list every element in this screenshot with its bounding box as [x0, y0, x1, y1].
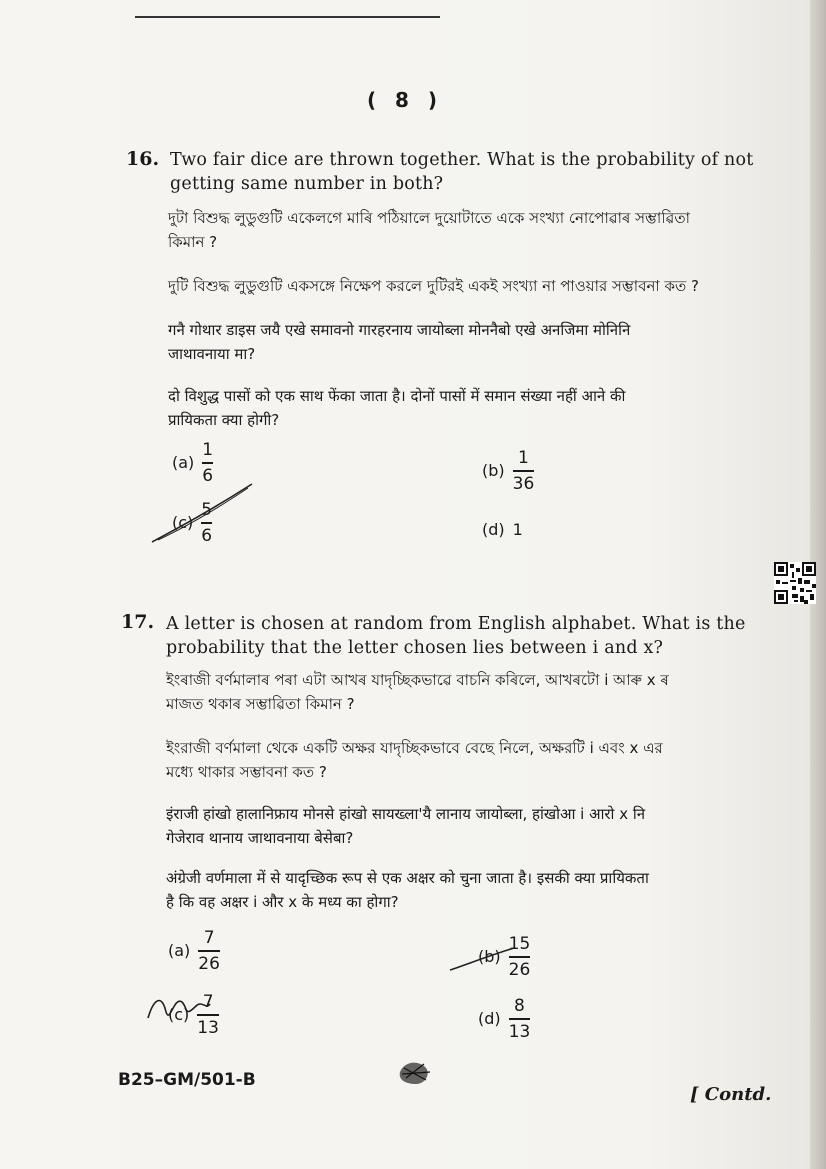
- continued-label: [ Contd.: [690, 1084, 772, 1105]
- translation-line: प्रायिकता क्या होगी?: [168, 411, 280, 429]
- pen-strike-mark: [148, 478, 258, 548]
- translation-line: কিমান ?: [168, 233, 218, 251]
- option-label: (c): [168, 1005, 190, 1025]
- denominator: 26: [508, 959, 531, 980]
- numerator: 1: [202, 440, 214, 460]
- numerator: 8: [514, 996, 525, 1016]
- translation-bengali: [168, 274, 699, 298]
- numerator: 7: [203, 928, 215, 948]
- option-fraction: [198, 928, 220, 974]
- question-line: probability that the letter chosen lies between i and x?: [166, 638, 664, 658]
- translation-bengali: [166, 736, 663, 784]
- fraction-bar: [513, 470, 535, 472]
- translation-bodo: [166, 802, 645, 850]
- option-a: [168, 928, 220, 974]
- fraction-bar: [509, 1018, 531, 1020]
- fraction-bar: [202, 462, 213, 464]
- question-number: 16.: [126, 148, 160, 170]
- translation-line: इंराजी हांखो हालानिफ्राय मोनसे हांखो सायख्ला'यै लानाय जायोब्ला, हांखोआ i आरो x नि: [166, 805, 646, 823]
- translation-line: दो विशुद्ध पासों को एक साथ फेंका जाता है। दोनों पासों में समान संख्या नहीं आने की: [168, 387, 626, 405]
- option-label: (d): [482, 520, 505, 539]
- question-line: A letter is chosen at random from English alphabet. What is the: [166, 614, 746, 634]
- question-line: Two fair dice are thrown together. What is the probability of not: [170, 150, 754, 170]
- option-fraction: [513, 448, 535, 494]
- translation-line: जाथावनाया मा?: [168, 345, 256, 363]
- translation-line: মাজত থকাৰ সম্ভাৱিতা কিমান ?: [166, 695, 355, 713]
- option-label: (b): [478, 947, 501, 967]
- option-b: [482, 448, 534, 494]
- translation-line: ইংৰাজী বৰ্ণমালাৰ পৰা এটা আখৰ যাদৃচ্ছিকভাৱে বাচনি কৰিলে, আখৰটো i আৰু x ৰ: [166, 671, 669, 689]
- page-number: ( 8 ): [366, 88, 444, 112]
- qr-code: [774, 562, 816, 604]
- pen-strike-mark: [448, 944, 518, 974]
- option-fraction: [509, 996, 531, 1042]
- option-value: 1: [512, 520, 523, 539]
- translation-line: गनै गोथार डाइस जयै एखे समावनो गारहरनाय जायोब्ला मोननैबो एखे अनजिमा मोनिनि: [168, 321, 631, 339]
- denominator: 6: [202, 465, 214, 486]
- denominator: 6: [201, 525, 213, 546]
- translation-bodo: [168, 318, 630, 366]
- translation-line: দুটি বিশুদ্ধ লুডুগুটি একসঙ্গে নিক্ষেপ করলে দুটিরই একই সংখ্যা না পাওয়ার সম্ভাবনা কত ?: [168, 277, 700, 295]
- question-line: getting same number in both?: [170, 174, 444, 194]
- translation-hindi: [168, 384, 625, 432]
- translation-line: है कि वह अक्षर i और x के मध्य का होगा?: [166, 893, 399, 911]
- denominator: 13: [508, 1021, 531, 1042]
- question-text-en: [166, 612, 746, 660]
- numerator: 7: [202, 992, 214, 1012]
- option-d: [478, 996, 530, 1042]
- paper-code: B25–GM/501-B: [118, 1070, 256, 1090]
- ink-blot-mark: [396, 1058, 436, 1088]
- translation-line: अंग्रेजी वर्णमाला में से यादृच्छिक रूप से एक अक्षर को चुना जाता है। इसकी क्या प्रायिकता: [166, 869, 649, 887]
- option-label: (a): [168, 941, 191, 961]
- question-text-en: [170, 148, 753, 196]
- fraction-bar: [198, 950, 220, 952]
- translation-line: गेजेराव थानाय जाथावनाया बेसेबा?: [166, 829, 354, 847]
- numerator: 5: [201, 500, 213, 520]
- translation-line: দুটা বিশুদ্ধ লুডুগুটি একেলগে মাৰি পঠিয়ালে দুয়োটাতে একে সংখ্যা নোপোৱাৰ সম্ভাৱিতা: [168, 209, 690, 227]
- translation-hindi: [166, 866, 649, 914]
- translation-line: ইংরাজী বর্ণমালা থেকে একটি অক্ষর যাদৃচ্ছিকভাবে বেছে নিলে, অক্ষরটি i এবং x এর: [166, 739, 663, 757]
- top-rule: [135, 16, 440, 18]
- denominator: 13: [197, 1017, 219, 1038]
- option-label: (a): [172, 453, 195, 473]
- numerator: 1: [518, 448, 529, 468]
- denominator: 36: [512, 473, 535, 494]
- translation-assamese: [166, 668, 669, 716]
- translation-line: মধ্যে থাকার সম্ভাবনা কত ?: [166, 763, 327, 781]
- translation-assamese: [168, 206, 690, 254]
- numerator: 15: [508, 934, 531, 954]
- option-label: (b): [482, 461, 505, 481]
- denominator: 26: [198, 953, 220, 974]
- option-d: [482, 520, 523, 539]
- handwritten-scribble: [144, 988, 214, 1028]
- option-label: (d): [478, 1009, 501, 1029]
- question-number: 17.: [121, 611, 155, 633]
- option-label: (c): [172, 513, 194, 533]
